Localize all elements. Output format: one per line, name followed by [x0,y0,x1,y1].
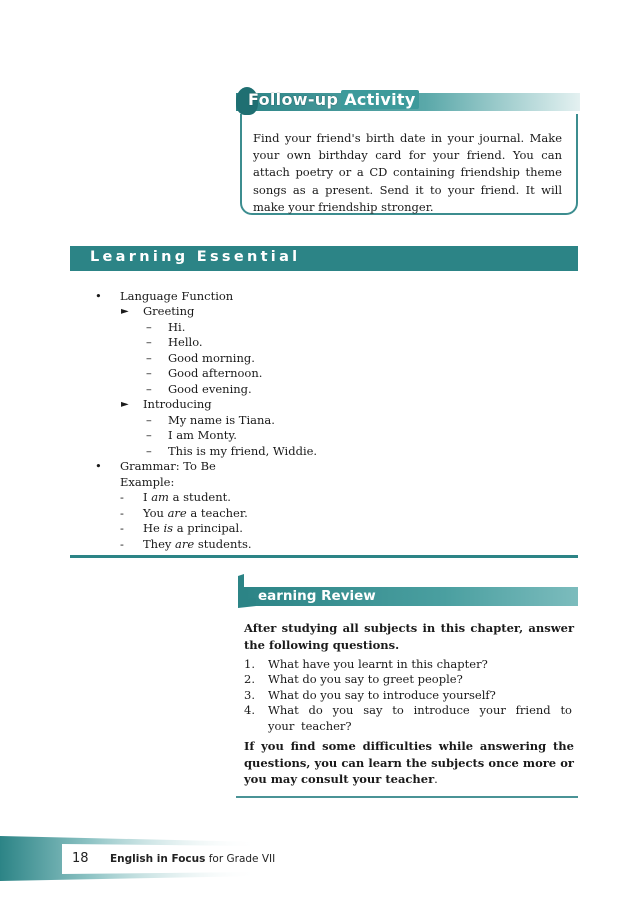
introducing-label: Introducing [143,397,212,411]
grammar-label: Grammar: To Be [120,459,216,473]
question-text: What do you say to introduce yourself? [268,688,496,702]
dash-marker: – [146,413,152,427]
introducing-item: I am Monty. [168,428,237,442]
example-rest: students. [194,537,252,551]
page-number: 18 [72,851,89,866]
dash-marker: – [146,428,152,442]
introducing-item: This is my friend, Widdie. [168,444,318,458]
dash-marker: – [146,366,152,380]
example-label: Example: [120,475,175,489]
dash-marker: – [146,320,152,334]
question-number: 2. [244,672,255,686]
question-number: 3. [244,688,255,702]
example-subject: I [143,490,152,504]
example-sentence [143,490,231,506]
example-subject: You [143,506,168,520]
example-sentence [143,506,248,522]
greeting-label: Greeting [143,304,195,318]
example-subject: He [143,521,164,535]
learning-review-title-text: earning Review [258,588,376,604]
closing-end-text: . [434,772,438,786]
example-subject: They [143,537,176,551]
follow-up-title-word2: Activity [341,90,418,109]
introducing-item: My name is Tiana. [168,413,275,427]
example-rest: a principal. [173,521,243,535]
follow-up-title [248,90,419,112]
question-number: 4. [244,703,255,717]
arrow-marker-icon: ► [121,306,129,317]
example-verb: are [167,506,187,520]
question-text: What do you say to greet people? [268,672,463,686]
follow-up-text: Find your friend's birth date in your journal. Make your own birthday card for your friend. You can attach poetry or a CD containing friendship theme songs as a present. Send it to your friend. It will make your friendship stronger. [253,131,562,214]
example-sentence [143,521,243,537]
example-verb: is [163,521,174,535]
example-sentence [143,537,252,553]
learning-review-title [258,588,376,604]
example-verb: are [175,537,195,551]
book-title-rest: for Grade VII [205,853,276,865]
question-number: 1. [244,657,255,671]
language-function-label: Language Function [120,289,234,303]
closing-bold-text: If you find some difficulties while answering the questions, you can learn the subjects once more or you may consult your teacher [244,739,574,786]
bullet-marker: • [95,289,102,303]
hyphen-marker: - [120,521,124,535]
book-title [110,853,275,865]
dash-marker: – [146,351,152,365]
hyphen-marker: - [120,506,124,520]
learning-review-initial-icon [234,574,256,608]
learning-essential-title: Learning Essential [90,249,301,265]
dash-marker: – [146,335,152,349]
dash-marker: – [146,444,152,458]
question-text: What do you say to introduce your friend to your teacher? [268,703,572,733]
example-verb: am [151,490,169,504]
follow-up-title-word1: Follow-up [248,90,339,109]
greeting-item: Hi. [168,320,186,334]
greeting-item: Good morning. [168,351,255,365]
question-text: What have you learnt in this chapter? [268,657,488,671]
bullet-marker: • [95,459,102,473]
greeting-item: Good evening. [168,382,252,396]
greeting-item: Good afternoon. [168,366,263,380]
hyphen-marker: - [120,537,124,551]
hyphen-marker: - [120,490,124,504]
arrow-marker-icon: ► [121,399,129,410]
learning-essential-divider [70,555,578,558]
greeting-item: Hello. [168,335,203,349]
footer-band [0,836,638,881]
learning-review-intro: After studying all subjects in this chapter, answer the following questions. [244,621,574,652]
book-title-bold: English in Focus [110,853,206,865]
learning-review-closing [244,738,574,788]
example-rest: a teacher. [186,506,248,520]
example-rest: a student. [168,490,231,504]
dash-marker: – [146,382,152,396]
learning-review-divider [236,796,578,798]
